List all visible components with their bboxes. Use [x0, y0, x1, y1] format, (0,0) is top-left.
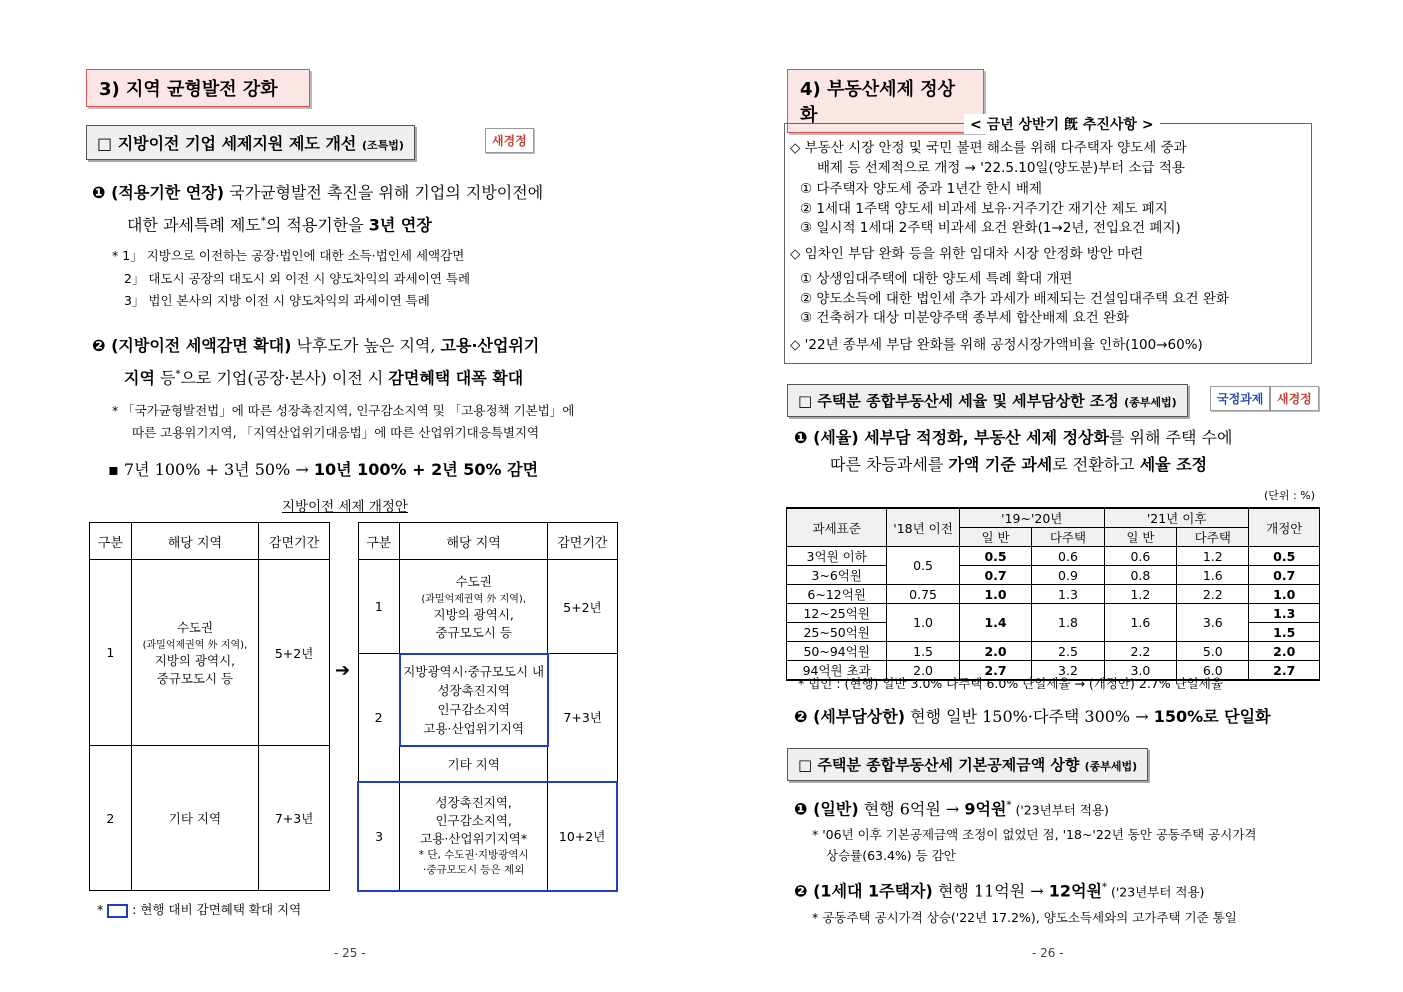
header-2019-2020: '19~'20년	[959, 508, 1104, 528]
cell-tax-base: 6~12억원	[787, 585, 887, 604]
header-tax-base: 과세표준	[787, 508, 887, 547]
subsection-title-text: □ 주택분 종합부동산세 세율 및 세부담상한 조정	[798, 392, 1119, 410]
summary-item: ◇ 부동산 시장 안정 및 국민 불편 해소를 위해 다주택자 양도세 중과	[790, 140, 1187, 156]
region-line: 중규모도시 등	[156, 671, 234, 686]
row-region	[400, 782, 548, 891]
subsection-title-text: □ 지방이전 기업 세제지원 제도 개선	[97, 134, 357, 153]
header-general: 일 반	[1104, 528, 1176, 547]
header-general: 일 반	[959, 528, 1031, 547]
cell-rate: 2.0	[959, 642, 1031, 661]
left-page	[0, 0, 700, 992]
cell-tax-base: 3억원 이하	[787, 547, 887, 566]
legend-text: : 현행 대비 감면혜택 확대 지역	[132, 902, 302, 917]
unit-label: (단위 : %)	[1264, 489, 1315, 502]
deduction-single-text: 현행 11억원 →	[932, 881, 1049, 901]
region-small: (과밀억제권역 外 지역),	[421, 593, 526, 605]
summary-item: ② 1세대 1주택 양도세 비과세 보유·거주기간 재기산 제도 폐지	[800, 200, 1168, 217]
row-region: 기타 지역	[131, 746, 258, 891]
header-before-2018: '18년 이전	[887, 508, 959, 547]
point-2-line-2	[124, 360, 523, 392]
point-1-text-a: 대한 과세특례 제도	[127, 215, 261, 235]
cell-proposal: 2.0	[1249, 642, 1320, 661]
proposed-table	[357, 522, 618, 892]
tax-rate-line-1	[794, 423, 1232, 452]
row-period: 5+2년	[548, 560, 617, 654]
summary-item: ◇ 임차인 부담 완화 등을 위한 임대차 시장 안정화 방안 마련	[790, 245, 1144, 262]
table-caption: 지방이전 세제 개정안	[282, 499, 408, 515]
point-2-line-1	[92, 331, 539, 360]
point-2-text: 낙후도가 높은 지역,	[291, 336, 441, 355]
footnote-mark: *	[1101, 882, 1107, 893]
summary-item: ① 상생임대주택에 대한 양도세 특례 확대 개편	[800, 271, 1073, 287]
header-period: 감면기간	[548, 523, 617, 560]
law-name: (종부세법)	[1124, 396, 1177, 409]
footnote-mark: *	[1006, 800, 1012, 811]
cell-rate: 0.5	[959, 547, 1031, 566]
row-period: 10+2년	[548, 782, 617, 891]
point-1-text: 국가균형발전 촉진을 위해 기업의 지방이전에	[224, 183, 544, 202]
cell-rate: 2.2	[1177, 585, 1249, 604]
point-2-heading: ❷ (지방이전 세액감면 확대)	[92, 336, 292, 355]
point-2-text-a: 등	[154, 368, 176, 388]
cell-proposal: 2.7	[1249, 661, 1320, 681]
subsection-title	[787, 748, 1148, 781]
cell-rate: 2.2	[1104, 642, 1176, 661]
tax-rate-text: 를 위해 주택 수에	[1108, 428, 1233, 447]
region-line: 고용·산업위기지역*	[420, 831, 528, 846]
cell-rate: 3.6	[1177, 604, 1249, 642]
table-row	[787, 585, 1320, 604]
row-period: 7+3년	[259, 746, 330, 891]
cell-rate: 1.6	[1104, 604, 1176, 642]
cap-line	[794, 702, 1271, 731]
deduction-single-emphasis: 12억원	[1048, 881, 1102, 901]
cell-proposal: 0.5	[1249, 547, 1320, 566]
row-number: 1	[90, 560, 132, 746]
deduction-general-emphasis: 9억원	[964, 799, 1007, 819]
cell-rate: 1.4	[959, 604, 1031, 642]
table-row	[90, 746, 330, 891]
cell-rate: 6.0	[1177, 661, 1249, 681]
header-category: 구분	[90, 523, 132, 560]
cell-rate: 1.6	[1177, 566, 1249, 585]
header-multi-home: 다주택	[1032, 528, 1104, 547]
cell-rate: 5.0	[1177, 642, 1249, 661]
cell-rate: 2.0	[887, 661, 959, 681]
new-revision-tag: 새경정	[1270, 386, 1319, 411]
point-3	[108, 455, 538, 484]
region-line: 지방광역시·중규모도시 내	[403, 663, 545, 679]
header-period: 감면기간	[259, 523, 330, 560]
cell-rate: 0.5	[887, 547, 959, 585]
point-1-line-2	[127, 207, 432, 239]
summary-item: ③ 일시적 1세대 2주택 비과세 요건 완화(1→2년, 전입요건 폐지)	[800, 220, 1181, 236]
deduction-single-home	[794, 873, 1204, 906]
cell-tax-base: 3~6억원	[787, 566, 887, 585]
cell-proposal: 1.0	[1249, 585, 1320, 604]
point-2-text-b: 으로 기업(공장·본사) 이전 시	[180, 368, 389, 388]
note-2-1: * 「국가균형발전법」에 따른 성장촉진지역, 인구감소지역 및 「고용정책 기본법」에	[112, 403, 575, 418]
cell-rate: 1.0	[887, 604, 959, 642]
row-number: 3	[358, 782, 400, 891]
cell-tax-base: 12~25억원	[787, 604, 887, 623]
cell-proposal: 0.7	[1249, 566, 1320, 585]
row-number: 1	[358, 560, 400, 654]
cell-rate: 2.7	[959, 661, 1031, 681]
subsection-title	[787, 384, 1188, 417]
subsection-title	[86, 125, 415, 160]
note-1-3: 3」 법인 본사의 지방 이전 시 양도차익의 과세이연 특례	[124, 293, 430, 308]
table-row	[787, 547, 1320, 566]
cell-rate: 0.6	[1104, 547, 1176, 566]
corporate-rate-note: * 법인 : (현행) 일반 3.0% 다주택 6.0% 단일세율 → (개정안) 2.7% 단일세율	[798, 676, 1223, 691]
cell-proposal: 1.5	[1249, 623, 1320, 642]
table-row	[787, 642, 1320, 661]
deduction-general-heading: ❶ (일반)	[794, 799, 859, 819]
row-number: 2	[358, 654, 400, 782]
cell-proposal: 1.3	[1249, 604, 1320, 623]
national-agenda-tag: 국정과제	[1210, 386, 1270, 411]
cell-rate: 1.3	[1032, 585, 1104, 604]
cell-rate: 0.7	[959, 566, 1031, 585]
row-number: 2	[90, 746, 132, 891]
subsection-title-text: □ 주택분 종합부동산세 기본공제금액 상향	[798, 756, 1080, 774]
cell-rate: 0.8	[1104, 566, 1176, 585]
tax-rate-text-b: 로 전환하고	[1052, 455, 1140, 474]
deduction-general-text: 현행 6억원 →	[858, 799, 965, 819]
header-category: 구분	[358, 523, 400, 560]
region-small: ·중규모도시 등은 제외	[423, 864, 525, 876]
summary-item: 배제 등 선제적으로 개정 → '22.5.10일(양도분)부터 소급 적용	[817, 159, 1185, 176]
new-revision-tag: 새경정	[485, 128, 534, 153]
header-multi-home: 다주택	[1177, 528, 1249, 547]
point-3-emphasis: 10년 100% + 2년 50% 감면	[313, 460, 539, 479]
deduction-general	[794, 791, 1109, 824]
effective-date: ('23년부터 적용)	[1106, 884, 1205, 900]
page-number: - 25 -	[334, 946, 366, 960]
region-line: 인구감소지역,	[435, 813, 512, 828]
tax-rate-text-a: 따른 차등과세를	[830, 455, 949, 474]
cell-tax-base: 50~94억원	[787, 642, 887, 661]
table-row	[90, 560, 330, 746]
cell-rate: 1.2	[1104, 585, 1176, 604]
region-line: 성장촉진지역,	[435, 795, 512, 810]
header-proposal: 개정안	[1249, 508, 1320, 547]
tax-rate-line-2	[830, 450, 1207, 479]
cap-heading: ❷ (세부담상한)	[794, 707, 906, 726]
legend-box-icon	[107, 904, 128, 918]
row-region	[400, 560, 548, 654]
point-1-text-b: 의 적용기한을	[265, 215, 369, 235]
summary-list	[790, 139, 1229, 355]
region-line: 인구감소지역	[437, 701, 510, 717]
right-page	[702, 0, 1403, 992]
table-row	[358, 560, 617, 654]
region-line: 성장촉진지역	[437, 682, 510, 698]
header-region: 해당 지역	[400, 523, 548, 560]
cell-rate: 1.5	[887, 642, 959, 661]
cell-tax-base: 94억원 초과	[787, 661, 887, 681]
cell-rate: 1.2	[1177, 547, 1249, 566]
point-2-region: 지역	[124, 368, 155, 388]
cell-tax-base: 25~50억원	[787, 623, 887, 642]
tax-rate-table	[786, 507, 1320, 681]
region-line: 지방의 광역시,	[154, 653, 236, 668]
cap-emphasis: 150%로 단일화	[1153, 707, 1271, 726]
region-small: (과밀억제권역 外 지역),	[142, 640, 248, 651]
tax-rate-emphasis-2: 세율 조정	[1139, 455, 1208, 474]
point-1-emphasis: 3년 연장	[368, 215, 432, 235]
row-region-expanded	[400, 654, 548, 746]
cell-rate: 2.5	[1032, 642, 1104, 661]
row-region-other: 기타 지역	[400, 746, 548, 782]
section-title: 3) 지역 균형발전 강화	[86, 69, 310, 107]
table-row-expanded	[358, 782, 617, 891]
cell-rate: 1.8	[1032, 604, 1104, 642]
region-line: 중규모도시 등	[435, 624, 512, 640]
point-1-heading: ❶ (적용기한 연장)	[92, 183, 225, 202]
header-after-2021: '21년 이후	[1104, 508, 1249, 528]
current-table	[89, 522, 330, 891]
cell-rate: 1.0	[959, 585, 1031, 604]
summary-item: ◇ '22년 종부세 부담 완화를 위해 공정시장가액비율 인하(100→60%)	[790, 336, 1203, 353]
summary-item: ③ 건축허가 대상 미분양주택 종부세 합산배제 요건 완화	[800, 310, 1130, 326]
deduction-note-1: * '06년 이후 기본공제금액 조정이 없었던 점, '18~'22년 동안 공동주택 공시가격	[812, 827, 1257, 842]
deduction-single-heading: ❷ (1세대 1주택자)	[794, 881, 933, 901]
region-line: 고용·산업위기지역	[423, 720, 524, 736]
summary-item: ② 양도소득에 대한 법인세 추가 과세가 배제되는 건설임대주택 요건 완화	[800, 290, 1229, 307]
row-period: 7+3년	[548, 654, 617, 782]
section-title: 4) 부동산세제 정상화	[787, 69, 984, 133]
effective-date: ('23년부터 적용)	[1011, 802, 1109, 818]
tax-rate-emphasis-1: 가액 기준 과세	[948, 455, 1053, 474]
cell-rate: 3.0	[1104, 661, 1176, 681]
note-2-2: 따른 고용위기지역, 「지역산업위기대응법」에 따른 산업위기대응특별지역	[132, 425, 540, 440]
table-row	[787, 604, 1320, 623]
header-region: 해당 지역	[131, 523, 258, 560]
table-row	[787, 566, 1320, 585]
deduction-note-2: 상승률(63.4%) 등 감안	[826, 848, 956, 863]
law-name: (조특법)	[361, 139, 404, 152]
cap-text: 현행 일반 150%·다주택 300% →	[905, 707, 1154, 726]
footnote-mark: *	[175, 369, 181, 380]
note-1-1: * 1」 지방으로 이전하는 공장·법인에 대한 소득·법인세 세액감면	[112, 248, 465, 263]
legend-star: *	[97, 902, 104, 917]
cell-rate: 0.6	[1032, 547, 1104, 566]
note-1-2: 2」 대도시 공장의 대도시 외 이전 시 양도차익의 과세이연 특례	[124, 271, 471, 286]
region-line: 수도권	[176, 620, 214, 635]
tax-rate-heading: ❶ (세율) 세부담 적정화, 부동산 세제 정상화	[794, 428, 1109, 447]
point-1-line-1	[92, 178, 543, 207]
cell-rate: 0.75	[887, 585, 959, 604]
summary-item: ① 다주택자 양도세 중과 1년간 한시 배제	[800, 181, 1043, 197]
region-line: 지방의 광역시,	[433, 606, 514, 622]
cell-rate: 3.2	[1032, 661, 1104, 681]
deduction-single-note: * 공동주택 공시가격 상승('22년 17.2%), 양도소득세와의 고가주택 기준 통일	[812, 910, 1237, 925]
row-period: 5+2년	[259, 560, 330, 746]
point-2-emphasis-1: 고용·산업위기	[440, 336, 540, 355]
row-region	[131, 560, 258, 746]
law-name: (종부세법)	[1084, 760, 1138, 773]
region-small: * 단, 수도권·지방광역시	[418, 849, 529, 861]
cell-rate: 0.9	[1032, 566, 1104, 585]
summary-box-title: < 금년 상반기 旣 추진사항 >	[964, 114, 1160, 134]
page-number: - 26 -	[1032, 946, 1064, 960]
arrow-icon: ➔	[335, 660, 351, 681]
table-row	[358, 654, 617, 746]
footnote-mark: *	[260, 216, 266, 227]
point-3-text: ▪ 7년 100% + 3년 50% →	[108, 460, 314, 479]
table-legend	[97, 900, 301, 918]
point-2-emphasis-2: 감면혜택 대폭 확대	[388, 368, 524, 388]
region-line: 수도권	[455, 573, 492, 589]
